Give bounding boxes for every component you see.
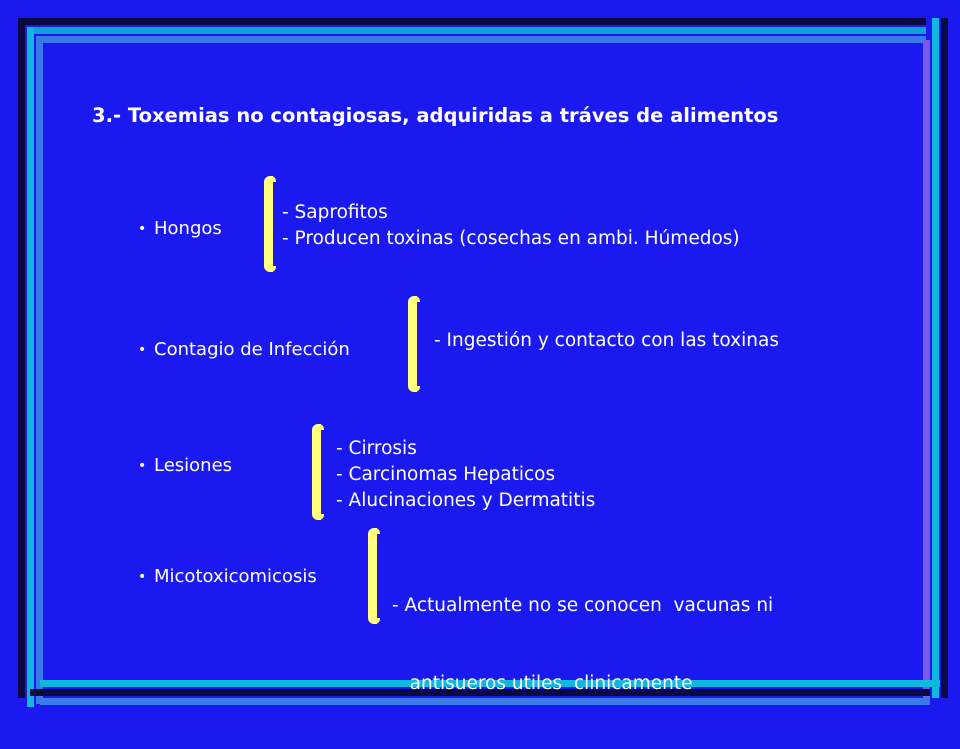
bullet-dot: •: [138, 342, 147, 358]
frame-bar-left-3: [36, 36, 43, 704]
bullet-label: Hongos: [154, 218, 222, 239]
details-micotoxicomicosis: [392, 541, 773, 749]
frame-bar-right-1: [923, 40, 930, 700]
detail-line: - Actualmente no se conocen vacunas ni: [392, 595, 774, 616]
frame-bar-top-1: [18, 18, 926, 25]
details-lesiones: [336, 436, 595, 514]
bullet-dot: •: [138, 221, 147, 237]
bullet-dot: •: [138, 569, 147, 585]
detail-line: - Producen toxinas (cosechas en ambi. Húmedos): [282, 228, 740, 249]
frame-bar-right-3: [941, 18, 948, 698]
brace-micotoxicomicosis: [368, 528, 377, 624]
detail-line: - Carcinomas Hepaticos: [336, 464, 556, 485]
bullet-hongos: [138, 218, 222, 239]
detail-line: antisueros utiles clinicamente: [392, 673, 693, 694]
brace-lesiones: [312, 424, 321, 520]
brace-contagio: [408, 296, 417, 392]
details-hongos: [282, 200, 740, 252]
bullet-micotoxicomicosis: [138, 566, 317, 587]
bullet-label: Micotoxicomicosis: [154, 566, 317, 587]
bullet-contagio: [138, 339, 350, 360]
frame-bar-left-2: [27, 27, 34, 707]
slide-title: 3.- Toxemias no contagiosas, adquiridas a tráves de alimentos: [92, 104, 779, 127]
brace-hongos: [264, 176, 273, 272]
bullet-label: Lesiones: [154, 455, 233, 476]
bullet-lesiones: [138, 455, 232, 476]
frame-bar-right-2: [932, 18, 939, 698]
detail-line: - Saprofitos: [282, 202, 388, 223]
bullet-label: Contagio de Infección: [154, 339, 350, 360]
frame-bar-top-3: [40, 36, 926, 43]
bullet-dot: •: [138, 458, 147, 474]
details-contagio: [434, 328, 779, 354]
detail-line: - Cirrosis: [336, 438, 417, 459]
detail-line: - Ingestión y contacto con las toxinas: [434, 330, 779, 351]
frame-bar-top-2: [30, 27, 926, 34]
frame-bar-left-1: [18, 18, 25, 698]
detail-line: - Alucinaciones y Dermatitis: [336, 490, 596, 511]
